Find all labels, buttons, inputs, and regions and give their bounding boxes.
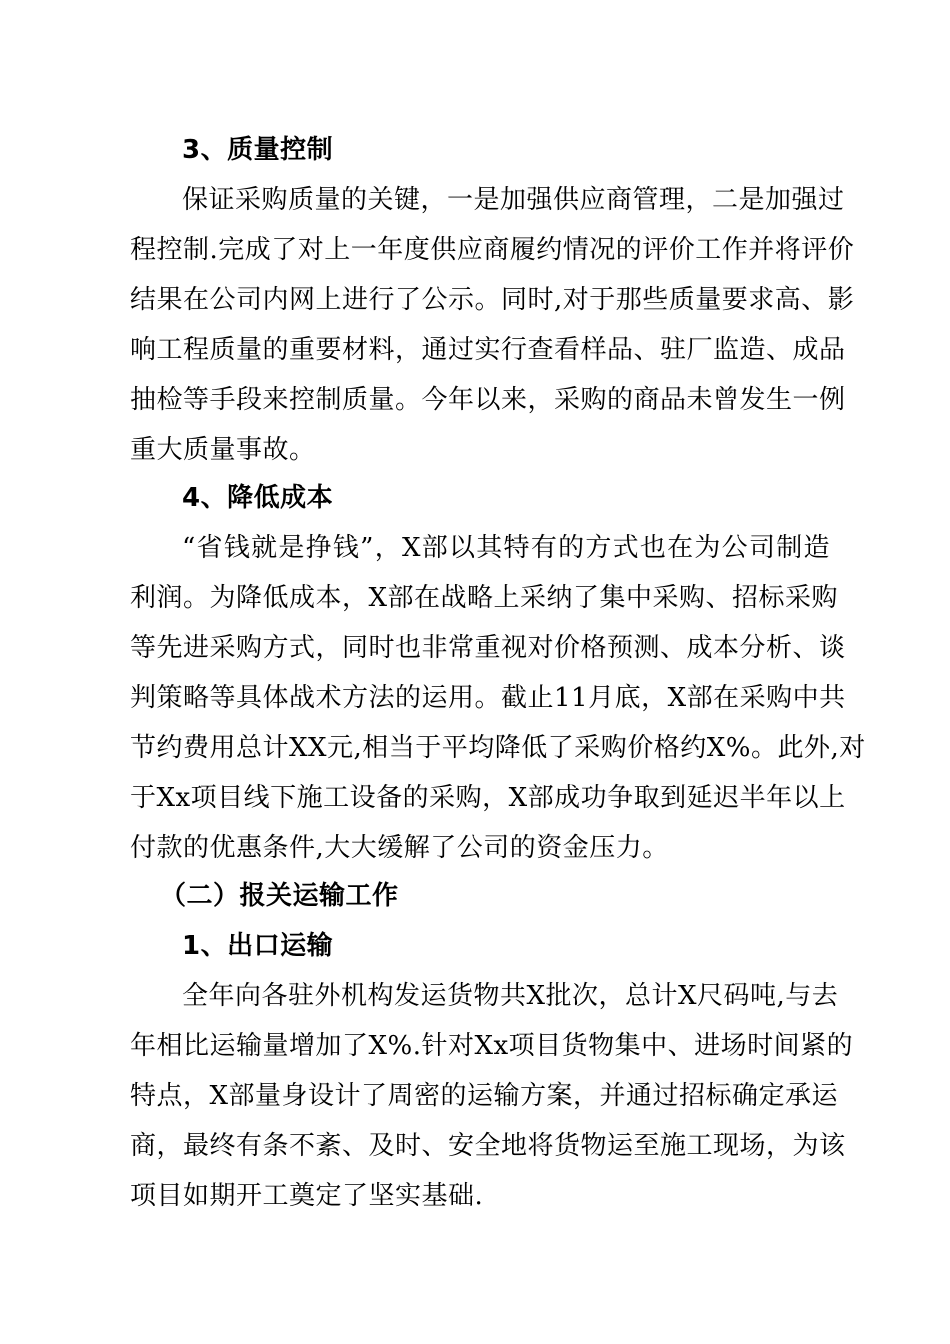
- paragraph-line: 付款的优惠条件,大大缓解了公司的资金压力。: [130, 833, 669, 863]
- paragraph-line: 判策略等具体战术方法的运用。截止11月底，X部在采购中共: [130, 683, 846, 713]
- paragraph-line: 结果在公司内网上进行了公示。同时,对于那些质量要求高、影: [130, 285, 855, 315]
- paragraph-line: 于Xx项目线下施工设备的采购，X部成功争取到延迟半年以上: [130, 783, 846, 813]
- paragraph-line: “省钱就是挣钱”，X部以其特有的方式也在为公司制造: [182, 533, 830, 563]
- paragraph-line: 节约费用总计XX元,相当于平均降低了采购价格约X%。此外,对: [130, 733, 866, 763]
- paragraph-line: 商，最终有条不紊、及时、安全地将货物运至施工现场，为该: [130, 1131, 846, 1161]
- heading-quality-control: 3、质量控制: [182, 135, 334, 165]
- paragraph-line: 全年向各驻外机构发运货物共X批次，总计X尺码吨,与去: [182, 981, 839, 1011]
- paragraph-line: 重大质量事故。: [130, 435, 316, 465]
- paragraph-line: 利润。为降低成本，X部在战略上采纳了集中采购、招标采购: [130, 583, 839, 613]
- paragraph-line: 等先进采购方式，同时也非常重视对价格预测、成本分析、谈: [130, 633, 846, 663]
- heading-customs-transport: （二）报关运输工作: [160, 881, 399, 911]
- paragraph-line: 保证采购质量的关键，一是加强供应商管理，二是加强过: [182, 185, 845, 215]
- heading-export-transport: 1、出口运输: [182, 931, 334, 961]
- paragraph-line: 特点，X部量身设计了周密的运输方案，并通过招标确定承运: [130, 1081, 839, 1111]
- paragraph-line: 响工程质量的重要材料，通过实行查看样品、驻厂监造、成品: [130, 335, 846, 365]
- heading-cost-reduction: 4、降低成本: [182, 483, 334, 513]
- paragraph-line: 项目如期开工奠定了坚实基础.: [130, 1181, 484, 1211]
- paragraph-line: 抽检等手段来控制质量。今年以来，采购的商品未曾发生一例: [130, 385, 846, 415]
- paragraph-line: 程控制.完成了对上一年度供应商履约情况的评价工作并将评价: [130, 235, 855, 265]
- paragraph-line: 年相比运输量增加了X%.针对Xx项目货物集中、进场时间紧的: [130, 1031, 854, 1061]
